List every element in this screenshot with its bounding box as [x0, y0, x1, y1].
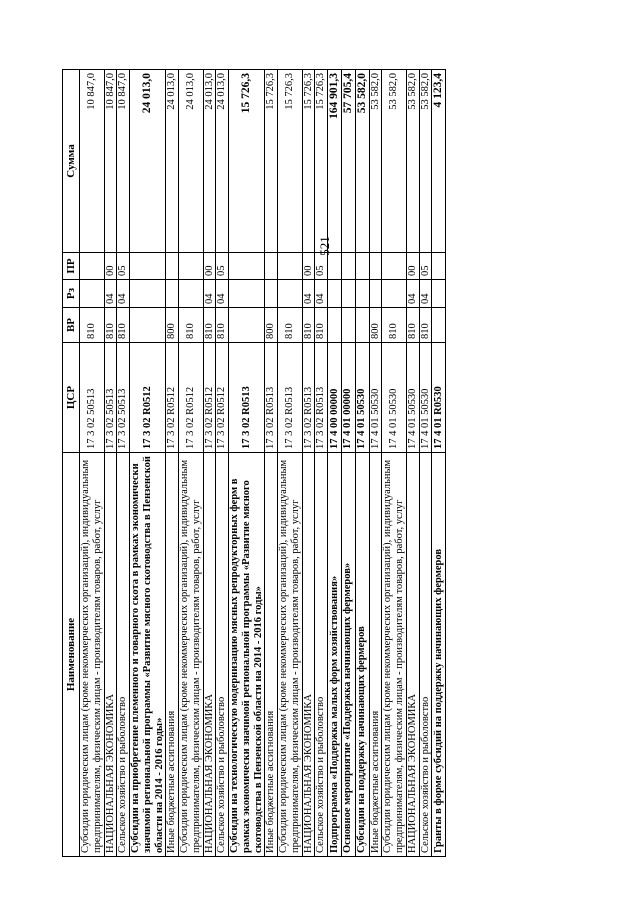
row-name-cell: Субсидии на приобретение племенного и товарного скота в рамках экономически значимой региональной программы «Развитие мясного скотоводства в Пензенской области на 2014 - 2016 годы» [130, 453, 166, 857]
header-name: Наименование [63, 453, 80, 857]
row-rz-cell [265, 280, 278, 308]
row-sum-cell: 15 726,3 [315, 70, 328, 253]
row-name-cell: Сельское хозяйство и рыболовство [419, 453, 432, 857]
row-rz-cell [80, 280, 105, 308]
row-name-cell: Основное мероприятие «Поддержка начинающих фермеров» [341, 453, 355, 857]
table-header-row [63, 70, 80, 857]
row-csr-cell: 17 4 01 50530 [406, 343, 419, 453]
row-sum-cell: 10 847,0 [104, 70, 117, 253]
row-csr-cell: 17 3 02 R0512 [216, 343, 229, 453]
row-vr-cell: 800 [166, 308, 179, 343]
header-rz: Рз [63, 280, 80, 308]
row-name-cell: Субсидии на поддержку начинающих фермеров [355, 453, 369, 857]
row-vr-cell: 810 [179, 308, 204, 343]
row-rz-cell: 04 [419, 280, 432, 308]
row-sum-cell: 15 726,3 [302, 70, 315, 253]
table-row [104, 70, 117, 857]
row-pr-cell [229, 253, 265, 280]
row-sum-cell: 10 847,0 [117, 70, 130, 253]
row-sum-cell: 24 013,0 [216, 70, 229, 253]
row-csr-cell: 17 3 02 50513 [117, 343, 130, 453]
row-name-cell: НАЦИОНАЛЬНАЯ ЭКОНОМИКА [104, 453, 117, 857]
row-sum-cell: 10 847,0 [80, 70, 105, 253]
row-sum-cell: 164 901,3 [328, 70, 342, 253]
budget-table [62, 69, 446, 857]
row-rz-cell [278, 280, 303, 308]
row-csr-cell: 17 3 02 R0512 [130, 343, 166, 453]
row-rz-cell: 04 [406, 280, 419, 308]
row-pr-cell [355, 253, 369, 280]
row-name-cell: Субсидии юридическим лицам (кроме некоммерческих организаций), индивидуальным предпринимателям, физическим лицам - производителям товаров, работ, услуг [80, 453, 105, 857]
table-row [382, 70, 407, 857]
header-pr: ПР [63, 253, 80, 280]
row-csr-cell: 17 3 02 R0512 [203, 343, 216, 453]
row-csr-cell: 17 4 00 00000 [328, 343, 342, 453]
row-name-cell: Субсидии юридическим лицам (кроме некоммерческих организаций), индивидуальным предпринимателям, физическим лицам - производителям товаров, работ, услуг [179, 453, 204, 857]
table-body [80, 70, 446, 857]
row-csr-cell: 17 4 01 00000 [341, 343, 355, 453]
row-vr-cell [432, 308, 446, 343]
row-rz-cell [130, 280, 166, 308]
row-vr-cell: 810 [203, 308, 216, 343]
row-pr-cell: 05 [117, 253, 130, 280]
table-row [179, 70, 204, 857]
row-name-cell: Субсидии на технологическую модернизацию мясных репродукторных ферм в рамках экономически значимой региональной программы «Развитие мясного скотоводства в Пензенской области на 2014 - 2016 годы» [229, 453, 265, 857]
row-rz-cell [328, 280, 342, 308]
table-row [229, 70, 265, 857]
table-row [80, 70, 105, 857]
row-vr-cell [341, 308, 355, 343]
row-vr-cell: 810 [80, 308, 105, 343]
row-sum-cell: 53 582,0 [406, 70, 419, 253]
row-rz-cell [166, 280, 179, 308]
header-vr: ВР [63, 308, 80, 343]
row-csr-cell: 17 4 01 50530 [355, 343, 369, 453]
table-row [278, 70, 303, 857]
row-vr-cell: 810 [117, 308, 130, 343]
row-vr-cell: 810 [382, 308, 407, 343]
row-rz-cell [341, 280, 355, 308]
row-pr-cell [369, 253, 382, 280]
table-row [315, 70, 328, 857]
table-row [302, 70, 315, 857]
row-sum-cell: 57 705,4 [341, 70, 355, 253]
row-vr-cell: 810 [104, 308, 117, 343]
row-pr-cell [80, 253, 105, 280]
row-name-cell: Гранты в форме субсидий на поддержку начинающих фермеров [432, 453, 446, 857]
row-rz-cell: 04 [117, 280, 130, 308]
table-row [117, 70, 130, 857]
table-row [341, 70, 355, 857]
row-csr-cell: 17 3 02 R0513 [229, 343, 265, 453]
row-csr-cell: 17 3 02 R0513 [315, 343, 328, 453]
row-sum-cell: 53 582,0 [419, 70, 432, 253]
row-csr-cell: 17 3 02 R0513 [278, 343, 303, 453]
row-sum-cell: 24 013,0 [179, 70, 204, 253]
row-rz-cell [355, 280, 369, 308]
header-sum: Сумма [63, 70, 80, 253]
row-rz-cell: 04 [216, 280, 229, 308]
row-vr-cell: 810 [216, 308, 229, 343]
row-csr-cell: 17 3 02 R0512 [179, 343, 204, 453]
row-rz-cell [179, 280, 204, 308]
row-name-cell: НАЦИОНАЛЬНАЯ ЭКОНОМИКА [406, 453, 419, 857]
row-vr-cell: 810 [302, 308, 315, 343]
row-pr-cell: 05 [419, 253, 432, 280]
row-rz-cell: 04 [104, 280, 117, 308]
row-pr-cell: 00 [302, 253, 315, 280]
row-pr-cell [166, 253, 179, 280]
row-vr-cell [130, 308, 166, 343]
row-csr-cell: 17 3 02 50513 [104, 343, 117, 453]
row-pr-cell: 05 [216, 253, 229, 280]
row-csr-cell: 17 4 01 50530 [419, 343, 432, 453]
budget-table-container [62, 70, 549, 857]
row-pr-cell: 00 [406, 253, 419, 280]
row-name-cell: Субсидии юридическим лицам (кроме некоммерческих организаций), индивидуальным предпринимателям, физическим лицам - производителям товаров, работ, услуг [278, 453, 303, 857]
row-vr-cell [229, 308, 265, 343]
table-row [328, 70, 342, 857]
row-name-cell: Подпрограмма «Поддержка малых форм хозяйствования» [328, 453, 342, 857]
row-vr-cell: 800 [265, 308, 278, 343]
row-pr-cell: 00 [104, 253, 117, 280]
header-csr: ЦСР [63, 343, 80, 453]
row-pr-cell [432, 253, 446, 280]
row-csr-cell: 17 3 02 R0513 [265, 343, 278, 453]
row-pr-cell [278, 253, 303, 280]
table-row [203, 70, 216, 857]
row-csr-cell: 17 4 01 50530 [382, 343, 407, 453]
row-csr-cell: 17 3 02 R0513 [302, 343, 315, 453]
row-csr-cell: 17 4 01 50530 [369, 343, 382, 453]
row-sum-cell: 15 726,3 [265, 70, 278, 253]
row-vr-cell [328, 308, 342, 343]
row-csr-cell: 17 3 02 50513 [80, 343, 105, 453]
row-pr-cell [382, 253, 407, 280]
table-row [130, 70, 166, 857]
row-rz-cell [369, 280, 382, 308]
row-name-cell: Сельское хозяйство и рыболовство [315, 453, 328, 857]
table-row [406, 70, 419, 857]
row-pr-cell: 00 [203, 253, 216, 280]
row-sum-cell: 24 013,0 [130, 70, 166, 253]
row-vr-cell: 810 [406, 308, 419, 343]
row-vr-cell: 810 [315, 308, 328, 343]
row-rz-cell: 04 [203, 280, 216, 308]
row-rz-cell [382, 280, 407, 308]
row-rz-cell: 04 [302, 280, 315, 308]
row-pr-cell [341, 253, 355, 280]
row-name-cell: Иные бюджетные ассигнования [265, 453, 278, 857]
row-name-cell: Субсидии юридическим лицам (кроме некоммерческих организаций), индивидуальным предпринимателям, физическим лицам - производителям товаров, работ, услуг [382, 453, 407, 857]
row-csr-cell: 17 3 02 R0512 [166, 343, 179, 453]
row-pr-cell [328, 253, 342, 280]
row-sum-cell: 24 013,0 [166, 70, 179, 253]
row-vr-cell: 800 [369, 308, 382, 343]
row-vr-cell: 810 [278, 308, 303, 343]
table-row [419, 70, 432, 857]
page-number: 521 [316, 236, 332, 256]
row-rz-cell: 04 [315, 280, 328, 308]
row-rz-cell [432, 280, 446, 308]
row-sum-cell: 4 123,4 [432, 70, 446, 253]
row-sum-cell: 15 726,3 [278, 70, 303, 253]
table-row [216, 70, 229, 857]
row-sum-cell: 24 013,0 [203, 70, 216, 253]
table-row [166, 70, 179, 857]
row-name-cell: НАЦИОНАЛЬНАЯ ЭКОНОМИКА [203, 453, 216, 857]
row-name-cell: Сельское хозяйство и рыболовство [216, 453, 229, 857]
table-row [369, 70, 382, 857]
row-name-cell: Иные бюджетные ассигнования [166, 453, 179, 857]
row-pr-cell [130, 253, 166, 280]
row-pr-cell: 05 [315, 253, 328, 280]
row-name-cell: Иные бюджетные ассигнования [369, 453, 382, 857]
table-row [355, 70, 369, 857]
row-sum-cell: 53 582,0 [369, 70, 382, 253]
row-csr-cell: 17 4 01 R0530 [432, 343, 446, 453]
row-sum-cell: 53 582,0 [382, 70, 407, 253]
row-sum-cell: 15 726,3 [229, 70, 265, 253]
row-rz-cell [229, 280, 265, 308]
table-row [432, 70, 446, 857]
row-pr-cell [179, 253, 204, 280]
table-row [265, 70, 278, 857]
row-vr-cell [355, 308, 369, 343]
row-name-cell: Сельское хозяйство и рыболовство [117, 453, 130, 857]
row-name-cell: НАЦИОНАЛЬНАЯ ЭКОНОМИКА [302, 453, 315, 857]
row-pr-cell [265, 253, 278, 280]
row-sum-cell: 53 582,0 [355, 70, 369, 253]
row-vr-cell: 810 [419, 308, 432, 343]
